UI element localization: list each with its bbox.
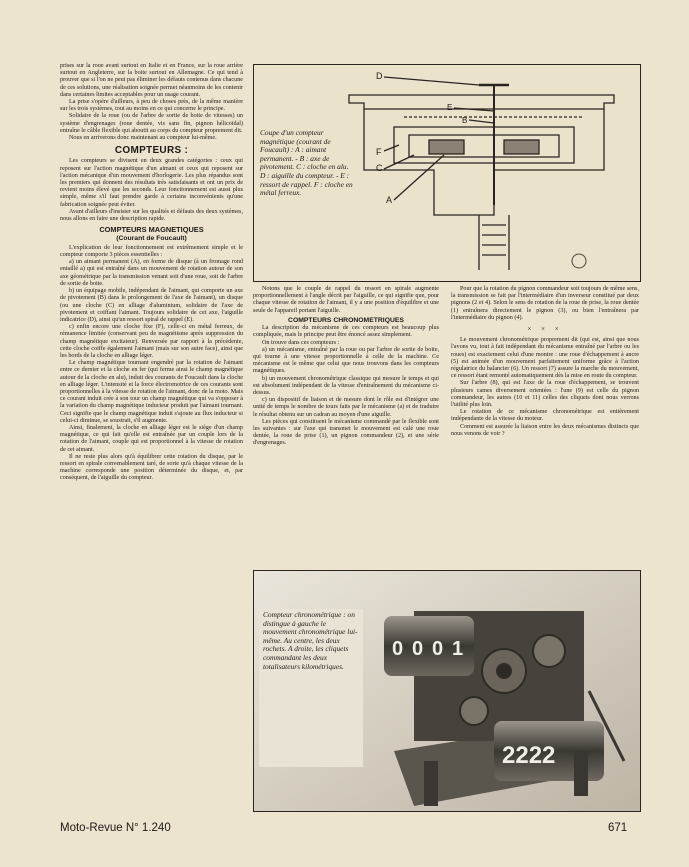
svg-text:1: 1 — [452, 638, 464, 660]
figure-label-e: E — [447, 103, 453, 112]
figure-magnetic-counter — [253, 64, 641, 282]
paragraph: prises sur la roue avant surtout en Italie et en France, sur la roue arrière surtout en Angleterre, sur la boite surtout en Allemagne. Ce qui tend à prouver que si l'on ne peut pas éliminer les défauts contenus dans chacune de ces solutions, une réalisation soignée permet néanmoins de les contenir dans certaines limites acceptables pour un usage courant. — [60, 63, 243, 98]
paragraph: L'explication de leur fonctionnement est extrêmement simple et le compteur comporte 3 pièces essentielles : — [60, 244, 243, 259]
paragraph: c) un dispositif de liaison et de mesure dont le rôle est d'intégrer une unité de temps le nombre de tours faits par le mécanisme (a) et de traduire le résultat obtenu sur un cadran au moyen d'une aiguille. — [253, 397, 439, 418]
paragraph: Les compteurs se divisent en deux grandes catégories : ceux qui reposent sur l'action magnétique d'un aimant et ceux qui reposent sur l'action mécanique d'un mouvement d'horlogerie. Les plus répandus sont les premiers qui donnent des résultats très satisfaisants et ont un prix de revient moins élevé que les seconds. Leur fonctionnement est aussi plus simple, même s'il faut prendre garde à certains inconvénients qu'une fabrication soignée peut éviter. — [60, 158, 243, 208]
paragraph: Les pièces qui constituent le mécanisme commandé par le flexible sont les suivantes : sur l'axe qui transmet le mouvement est calé une roue dentée, la roue de prise (1), un pignon commandeur (2), et une série d'engrenages. — [253, 418, 439, 447]
figure-label-c: C — [376, 163, 383, 173]
paragraph: Le rotation de ce mécanisme chronométrique est entièrement indépendante de la vitesse du moteur. — [451, 409, 639, 423]
drum-digits: 2222 — [502, 742, 556, 769]
paragraph: Comment est assurée la liaison entre les deux mécanismes distincts que nous venons de voir ? — [451, 423, 639, 437]
paragraph: Sur l'arbre (8), qui est l'axe de la roue d'échappement, se trouvent plusieurs cames diversement orientées : l'une (9) est celle du pignon commandeur, les autres (10 et 11) celles des cliquets dont nous verrons l'utilité plus loin. — [451, 380, 639, 409]
paragraph: Avant d'ailleurs d'insister sur les qualités et défauts des deux systèmes, nous allons en faire une description rapide. — [60, 208, 243, 223]
paragraph: Pour que la rotation du pignon commandeur soit toujours de même sens, la transmission se fait par l'intermédiaire d'un inverseur constitué par deux pignons (2 et 4). Selon le sens de rotation de la roue de prise, la roue dentée (1) entraînera directement le pignon (3), ou bien l'entraînera par l'intermédiaire du pignon (4). — [451, 286, 639, 321]
paragraph: Notons que le couple de rappel du ressort en spirale augmente proportionnellement à l'angle décrit par l'aiguille, ce qui signifie que, pour chaque vitesse de rotation de l'aimant, il y a une position d'équilibre et une seule de l'appareil portant l'aiguille. — [253, 286, 439, 314]
svg-text:0: 0 — [432, 638, 444, 660]
section-separator: × × × — [527, 325, 563, 334]
paragraph: La description du mécanisme de ces compteurs est beaucoup plus compliquée, mais le principe peut être énoncé assez simplement. — [253, 325, 439, 339]
paragraph: Nous en arriverons donc maintenant au compteur lui-même. — [69, 135, 217, 142]
paragraph: Le mouvement chronométrique proprement dit (qui est, ainsi que nous l'avons vu, tout à fait indépendant du mécanisme entraîné par l'arbre ou les roues) est exactement celui d'une montre : une roue d'échappement à ancre (5) est animée d'un mouvement parfaitement uniforme grâce à l'action régulatrice du balancier (6). Un ressort (7) assure la marche du mouvement, ce ressort étant remonté automatiquement dès la mise en route du compteur. — [451, 337, 639, 380]
subsection-heading: COMPTEURS MAGNETIQUES — [99, 225, 204, 235]
figure-chronometric-counter — [253, 570, 641, 812]
footer-publication: Moto-Revue N° 1.240 — [60, 822, 171, 834]
figure-label-f: F — [376, 147, 382, 157]
paragraph: b) un mouvement chronométrique classique qui mesure le temps et qui est absolument indépendant de la vitesse d'entraînement du mécanisme ci-dessus. — [253, 375, 439, 397]
figure-label-d: D — [376, 71, 383, 81]
footer-page-number: 671 — [608, 822, 628, 834]
paragraph: c) enfin encore une cloche fixe (F), celle-ci en métal ferreux, de rémanence limitée (conservant peu de magnétisme après suppression du champ magnétique excitateur). Renversée par rapport à la précédente, cette cloche coiffe également l'aimant (mais sur son autre face), ainsi que les bords de la cloche en alliage léger. — [60, 324, 243, 359]
figure-caption: Compteur chronométrique : on distingue à gauche le mouvement chronométrique lui-même. Au centre, les deux rochets. A droite, les cliquets commandant les deux totalisateurs kilométriques. — [263, 610, 358, 671]
paragraph: a) un mécanisme, entraîné par la roue ou par l'arbre de sortie de boite, qui tourne à une vitesse proportionnelle à celle de la machine. Ce mécanisme est le même que celui que nous trouvons dans les compteurs magnétiques. — [253, 346, 439, 375]
section-heading: COMPTEURS : — [114, 145, 189, 157]
paragraph: a) un aimant permanent (A), en forme de disque (à un fromage rond entaillé a) qui est entraîné dans un mouvement de rotation autour de son axe géométrique par la transmission venant soit d'une roue, soit de l'arbre de sortie de boite. — [60, 259, 243, 287]
paragraph: Il ne reste plus alors qu'à équilibrer cette rotation du disque, par le ressort en spirale convenablement taré, de sorte qu'à chaque vitesse de la machine corresponde une position déterminée du disque, et, par conséquent, de l'aiguille du compteur. — [60, 453, 243, 482]
paragraph: On trouve dans ces compteurs : — [262, 339, 340, 346]
paragraph: Solidaire de la roue (ou de l'arbre de sortie de boite de vitesses) un système d'engrenages (roue dentée, vis sans fin, pignon hélicoïdal) entraîne le câble flexible qui aboutit au corps du compteur proprement dit. — [60, 113, 243, 134]
section-heading-chronometric: COMPTEURS CHRONOMETRIQUES — [288, 316, 404, 324]
paragraph: La prise s'opère d'ailleurs, à peu de choses près, de la même manière sur les trois systèmes, tout au moins en ce qui concerne le principe. — [60, 99, 243, 113]
figure-caption: Coupe d'un compteur magnétique (courant de Foucault) : A : aimant permanent. - B : axe de pivotement. C : cloche en alu. D : aiguille du compteur. - E : ressort de rappel. F : cloche en métal ferreux. — [260, 128, 353, 198]
right-column — [451, 286, 639, 438]
svg-text:0: 0 — [392, 638, 404, 660]
subsection-subheading: (Courant de Foucault) — [116, 234, 187, 242]
paragraph: Ainsi, finalement, la cloche en alliage léger est le siège d'un champ magnétique, ce qui fait qu'elle est entraînée par un couple lors de la rotation de l'aimant, couple qui est proportionnel à la vitesse de rotation de cet aimant. — [60, 424, 243, 453]
svg-text:0: 0 — [412, 638, 424, 660]
paragraph: b) un équipage mobile, indépendant de l'aimant, qui comporte un axe de pivotement (B) dans le prolongement de l'axe de l'aimant), un disque (ou une cloche (C) en alliage d'aluminium, solidaire de l'axe de pivotement et coiffant l'aimant. Toujours solidaire de cet axe, l'aiguille indicatrice (D), ainsi qu'un ressort spiral de rappel (E). — [60, 288, 243, 323]
paragraph: Le champ magnétique tournant engendré par la rotation de l'aimant entre ce dernier et la cloche en fer (qui ferme ainsi le champ magnétique autour de la cloche en alu), induit des courants de Foucault dans la cloche en alliage léger. L'intensité et la force électromotrice de ces courants sont proportionnelles à la vitesse de rotation de l'aimant, donc de la moto. Mais ce courant induit crée à son tour un champ magnétique qui va s'opposer à la variation du champ magnétique inducteur produit par l'aimant tournant. Ceci signifie que le champ magnétique induit s'ajoute au flux inducteur si celui-ci diminue, se soustrait, s'il augmente. — [60, 360, 243, 424]
left-column — [60, 63, 243, 483]
middle-column — [253, 286, 439, 448]
figure-label-a: A — [386, 195, 393, 205]
figure-label-b: B — [462, 116, 468, 125]
